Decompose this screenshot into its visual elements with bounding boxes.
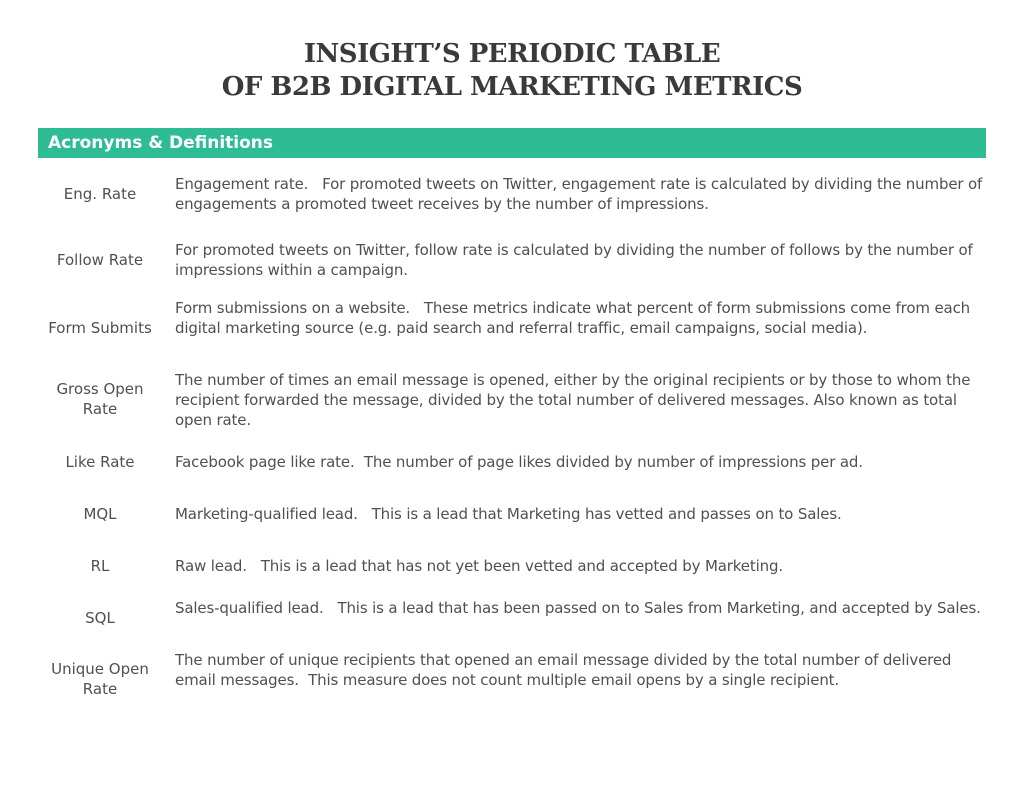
term-definition: Sales-qualified lead. This is a lead that has been passed on to Sales from Marketing, and accepted by Sales. — [175, 599, 981, 617]
term-label: Form Submits — [48, 319, 152, 337]
term-label: MQL — [83, 505, 117, 523]
section-heading: Acronyms & Definitions — [48, 133, 274, 153]
term-definition: For promoted tweets on Twitter, follow rate is calculated by dividing the number of follows by the number of impressions within a campaign. — [175, 241, 978, 279]
section-header-bar — [38, 128, 986, 158]
term-definition: Raw lead. This is a lead that has not yet been vetted and accepted by Marketing. — [175, 557, 783, 575]
term-definition: The number of times an email message is opened, either by the original recipients or by those to whom the recipient forwarded the message, divided by the total number of delivered messages. Also known as total open rate. — [175, 371, 975, 429]
term-label: SQL — [85, 609, 115, 627]
term-definition: Engagement rate. For promoted tweets on Twitter, engagement rate is calculated by dividing the number of engagements a promoted tweet receives by the number of impressions. — [175, 175, 987, 213]
page-title — [0, 38, 1024, 104]
term-label: Unique Open Rate — [51, 660, 149, 698]
term-definition: Marketing-qualified lead. This is a lead that Marketing has vetted and passes on to Sales. — [175, 505, 842, 523]
term-label: Like Rate — [65, 453, 135, 471]
term-label: Eng. Rate — [63, 185, 137, 203]
page-title-line-1: INSIGHT’S PERIODIC TABLE — [303, 39, 721, 69]
term-definition: Facebook page like rate. The number of page likes divided by number of impressions per ad. — [175, 453, 863, 471]
term-definition: The number of unique recipients that opened an email message divided by the total number of delivered email messages. This measure does not count multiple email opens by a single recipient. — [175, 651, 956, 689]
term-label: Follow Rate — [56, 251, 144, 269]
term-label: Gross Open Rate — [56, 380, 144, 418]
term-definition: Form submissions on a website. These metrics indicate what percent of form submissions come from each digital marketing source (e.g. paid search and referral traffic, email campaigns, social media). — [175, 299, 975, 337]
page-title-line-2: OF B2B DIGITAL MARKETING METRICS — [221, 72, 803, 102]
term-label: RL — [90, 557, 110, 575]
